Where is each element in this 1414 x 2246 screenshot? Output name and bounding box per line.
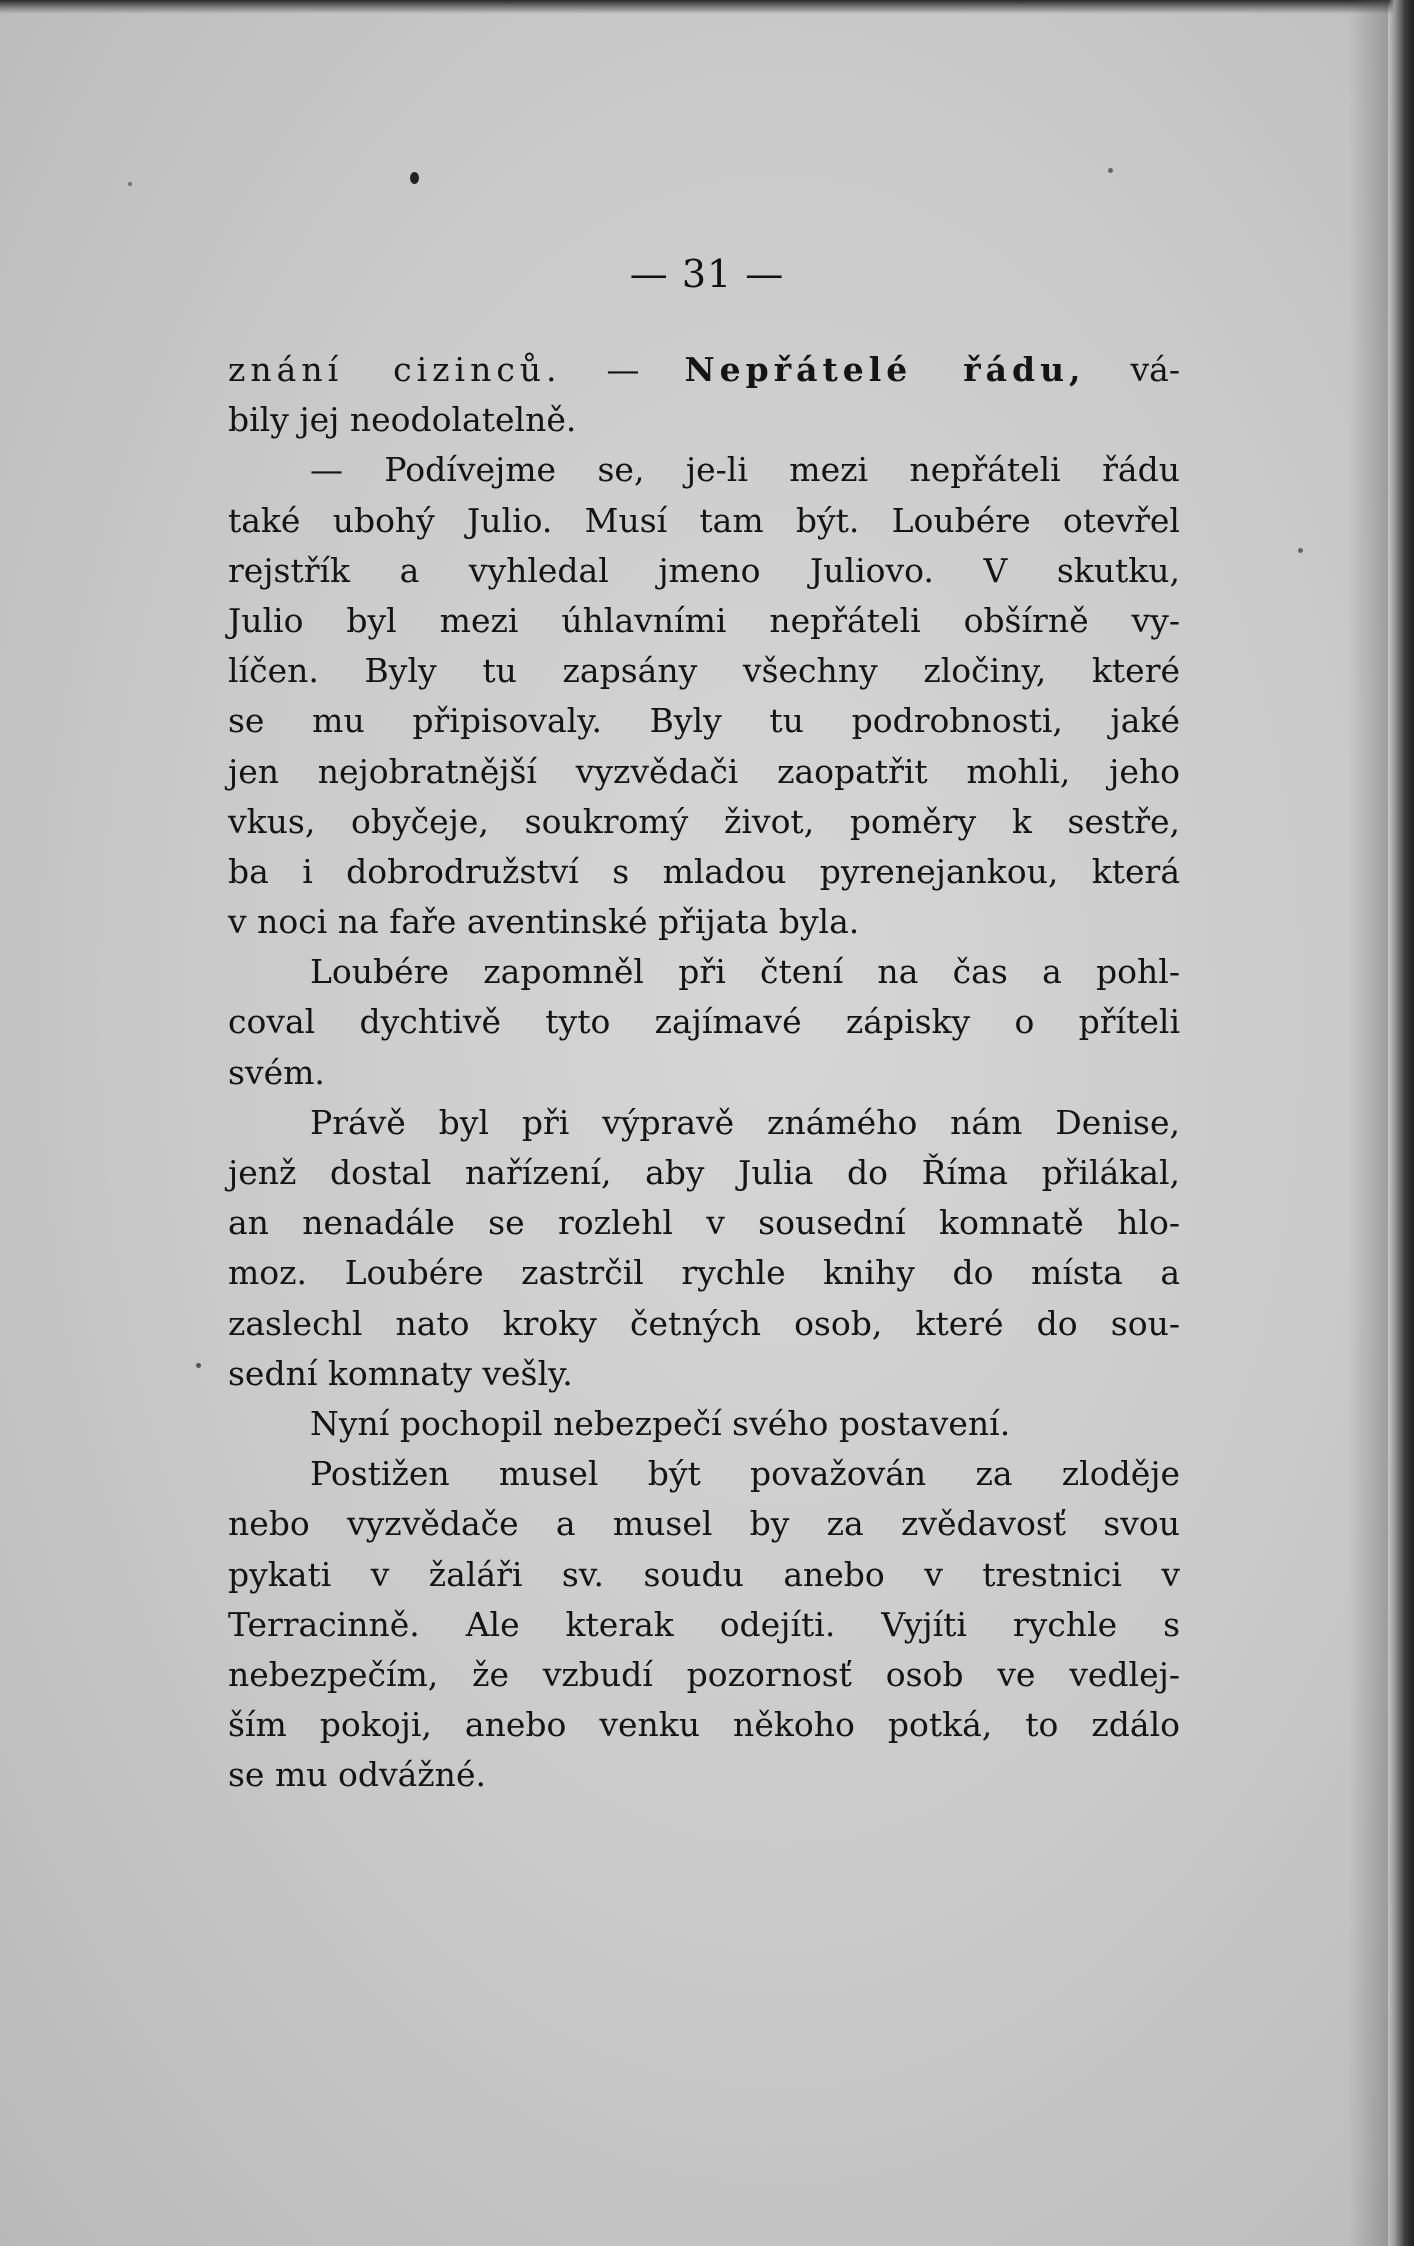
dust-speck (410, 172, 419, 184)
text-line: zaslechl nato kroky četných osob, které do sou- (228, 1303, 1180, 1343)
text-line: Právě byl při výpravě známého nám Denise, (310, 1102, 1180, 1142)
text-line: coval dychtivě tyto zajímavé zápisky o příteli (228, 1002, 1180, 1042)
spaced-emphasis: znání cizinců. (228, 350, 562, 389)
text-line: Loubére zapomněl při čtení na čas a pohl- (310, 952, 1180, 992)
text-line: svém. (228, 1052, 325, 1092)
text-line: Julio byl mezi úhlavními nepřáteli obšírně vy- (228, 600, 1180, 640)
text-line: také ubohý Julio. Musí tam být. Loubére otevřel (228, 500, 1180, 540)
scan-top-edge (0, 0, 1414, 14)
text-line: Terracinně. Ale kterak odejíti. Vyjíti rychle s (228, 1604, 1180, 1644)
page-number: — 31 — (629, 252, 785, 296)
text-line: jenž dostal nařízení, aby Julia do Říma přilákal, (228, 1153, 1180, 1192)
dust-speck (196, 1363, 201, 1368)
text-line: nebo vyzvědače a musel by za zvědavosť svou (228, 1504, 1180, 1544)
text-line: ba i dobrodružství s mladou pyrenejankou, která (228, 851, 1180, 891)
text-line: se mu odvážné. (228, 1755, 486, 1795)
text-fragment: — (561, 350, 685, 389)
body-text (228, 345, 1180, 1800)
text-line: — Podívejme se, je-li mezi nepřáteli řádu (310, 450, 1180, 490)
text-line: nebezpečím, že vzbudí pozornosť osob ve vedlej- (228, 1654, 1180, 1694)
dust-speck (1298, 548, 1303, 553)
scan-right-edge (1388, 0, 1414, 2246)
text-line: pykati v žaláři sv. soudu anebo v trestnici v (228, 1554, 1180, 1594)
text-line: Postižen musel být považován za zloděje (310, 1454, 1180, 1494)
text-line: se mu připisovaly. Byly tu podrobnosti, jaké (228, 701, 1180, 741)
text-line: moz. Loubére zastrčil rychle knihy do místa a (228, 1253, 1180, 1293)
text-line: bily jej neodolatelně. (228, 400, 577, 440)
text-line: sední komnaty vešly. (228, 1353, 573, 1393)
text-line: vkus, obyčeje, soukromý život, poměry k sestře, (228, 801, 1180, 841)
text-fragment: vá- (1085, 350, 1180, 389)
dust-speck (1108, 168, 1113, 173)
text-line: ším pokoji, anebo venku někoho potká, to zdálo (228, 1705, 1180, 1745)
text-line: an nenadále se rozlehl v sousední komnatě hlo- (228, 1203, 1180, 1243)
text-line: Nyní pochopil nebezpečí svého postavení. (310, 1403, 1011, 1443)
dust-speck (128, 182, 132, 186)
text-line: jen nejobratnější vyzvědači zaopatřit mohli, jeho (228, 751, 1180, 791)
text-line: rejstřík a vyhledal jmeno Juliovo. V skutku, (228, 550, 1180, 590)
text-line: v noci na faře aventinské přijata byla. (228, 902, 860, 942)
spaced-emphasis: Nepřátelé řádu, (684, 350, 1086, 389)
text-line: líčen. Byly tu zapsány všechny zločiny, které (228, 651, 1180, 691)
scan-right-shadow (1348, 0, 1388, 2246)
text-line (228, 345, 1180, 395)
